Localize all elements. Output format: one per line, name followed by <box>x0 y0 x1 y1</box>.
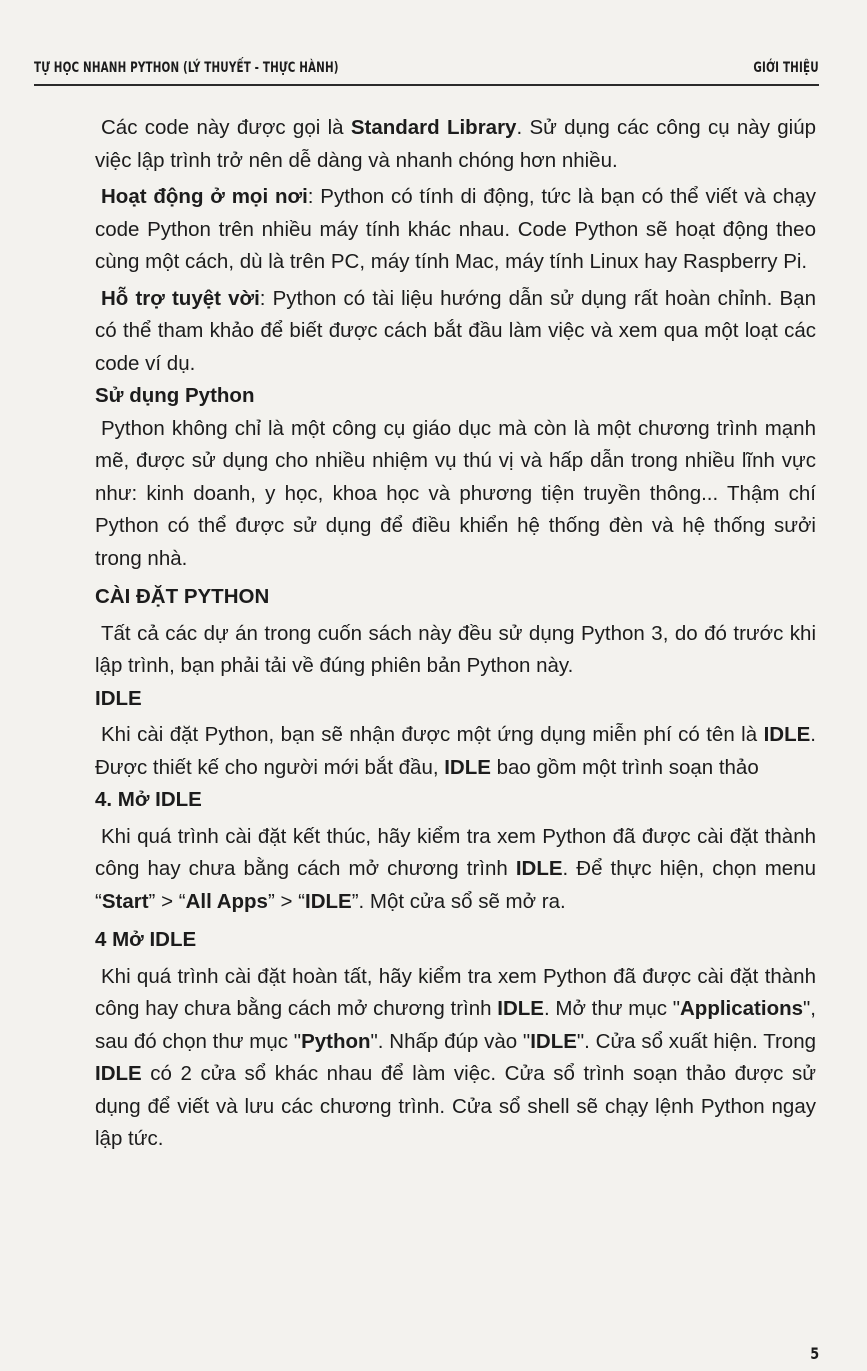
paragraph-portability <box>95 181 816 279</box>
text-run: . Mở thư mục " <box>543 997 680 1020</box>
header-chapter-title: GIỚI THIỆU <box>753 60 819 76</box>
bold-term: All Apps <box>185 889 268 913</box>
bold-term: IDLE <box>515 857 563 880</box>
text-run: . Được thiết kế cho người mới bắt đầu, <box>95 723 816 779</box>
text-run: Khi quá trình cài đặt hoàn tất, hãy kiểm tra xem Python đã được cài đặt thành công hay chưa bằng cách mở chương trình <box>95 964 816 1020</box>
paragraph-open-idle-windows <box>95 821 816 919</box>
text-run: Khi cài đặt Python, bạn sẽ nhận được một ứng dụng miễn phí có tên là <box>101 723 764 746</box>
text-run: : Python có tính di động, tức là bạn có thể viết và chạy code Python trên nhiều máy tính khác nhau. Code Python sẽ hoạt động theo cùng một cách, dù là trên PC, máy tính Mac, máy tính Linux hay Raspberry Pi. <box>95 185 816 273</box>
text-run: . Để thực hiện, chọn menu “ <box>95 857 816 913</box>
text-run: ", sau đó chọn thư mục " <box>95 997 816 1053</box>
paragraph-support <box>95 283 816 381</box>
bold-term: Start <box>101 889 149 913</box>
text-run: ". Cửa sổ xuất hiện. Trong <box>576 1029 816 1053</box>
bold-term: Python <box>301 1029 371 1053</box>
bold-term: IDLE <box>95 1062 142 1085</box>
bold-term: IDLE <box>763 723 811 746</box>
bold-term: Standard Library <box>350 116 517 139</box>
text-run: ". Nhấp đúp vào " <box>370 1029 531 1053</box>
text-run: ” > “ <box>267 889 305 913</box>
text-run: ” > “ <box>148 889 186 913</box>
section-heading-install: CÀI ĐẶT PYTHON <box>95 585 270 608</box>
paragraph-idle <box>95 719 816 784</box>
text-run: . Sử dụng các công cụ này giúp việc lập trình trở nên dễ dàng và nhanh chóng hơn nhiều. <box>95 116 816 172</box>
running-header <box>34 50 819 86</box>
bold-term: IDLE <box>305 889 352 913</box>
section-heading-open-idle: 4. Mở IDLE <box>95 788 202 811</box>
text-run: ”. Một cửa sổ sẽ mở ra. <box>351 889 566 913</box>
text-run: có 2 cửa sổ khác nhau để làm việc. Cửa sổ trình soạn thảo được sử dụng để viết và lưu các chương trình. Cửa sổ shell sẽ chạy lệnh Python ngay lập tức. <box>95 1062 816 1150</box>
bold-term: IDLE <box>444 755 491 779</box>
paragraph-open-idle-mac <box>95 961 816 1156</box>
section-heading-idle: IDLE <box>95 686 142 710</box>
bold-term: IDLE <box>497 997 544 1020</box>
bold-term: Hỗ trợ tuyệt vời <box>101 286 260 310</box>
text-run: bao gồm một trình soạn thảo <box>490 755 759 779</box>
bold-term: IDLE <box>530 1029 577 1053</box>
paragraph-using-python: Python không chỉ là một công cụ giáo dục mà còn là một chương trình mạnh mẽ, được sử dụng cho nhiều nhiệm vụ thú vị và hấp dẫn trong nhiều lĩnh vực như: kinh doanh, y học, khoa học và phương tiện truyền thông... Thậm chí Python có thể được sử dụng để điều khiển hệ thống đèn và hệ thống sưởi trong nhà. <box>95 416 816 570</box>
page-number: 5 <box>810 1344 819 1363</box>
section-heading-open-idle-mac: 4 Mở IDLE <box>95 928 197 951</box>
paragraph-standard-library <box>95 112 816 177</box>
section-heading-using-python: Sử dụng Python <box>95 384 255 407</box>
paragraph-install: Tất cả các dự án trong cuốn sách này đều sử dụng Python 3, do đó trước khi lập trình, bạn phải tải về đúng phiên bản Python này. <box>95 621 816 677</box>
text-run: Các code này được gọi là <box>101 116 351 139</box>
bold-term: Applications <box>680 997 804 1020</box>
text-run: Khi quá trình cài đặt kết thúc, hãy kiểm tra xem Python đã được cài đặt thành công hay chưa bằng cách mở chương trình <box>95 824 816 880</box>
bold-term: Hoạt động ở mọi nơi <box>101 185 308 208</box>
page-body <box>95 112 816 1156</box>
text-run: : Python có tài liệu hướng dẫn sử dụng rất hoàn chỉnh. Bạn có thể tham khảo để biết được cách bắt đầu làm việc và xem qua một loạt các code ví dụ. <box>95 286 816 375</box>
header-book-title: TỰ HỌC NHANH PYTHON (LÝ THUYẾT - THỰC HÀNH) <box>34 60 339 76</box>
